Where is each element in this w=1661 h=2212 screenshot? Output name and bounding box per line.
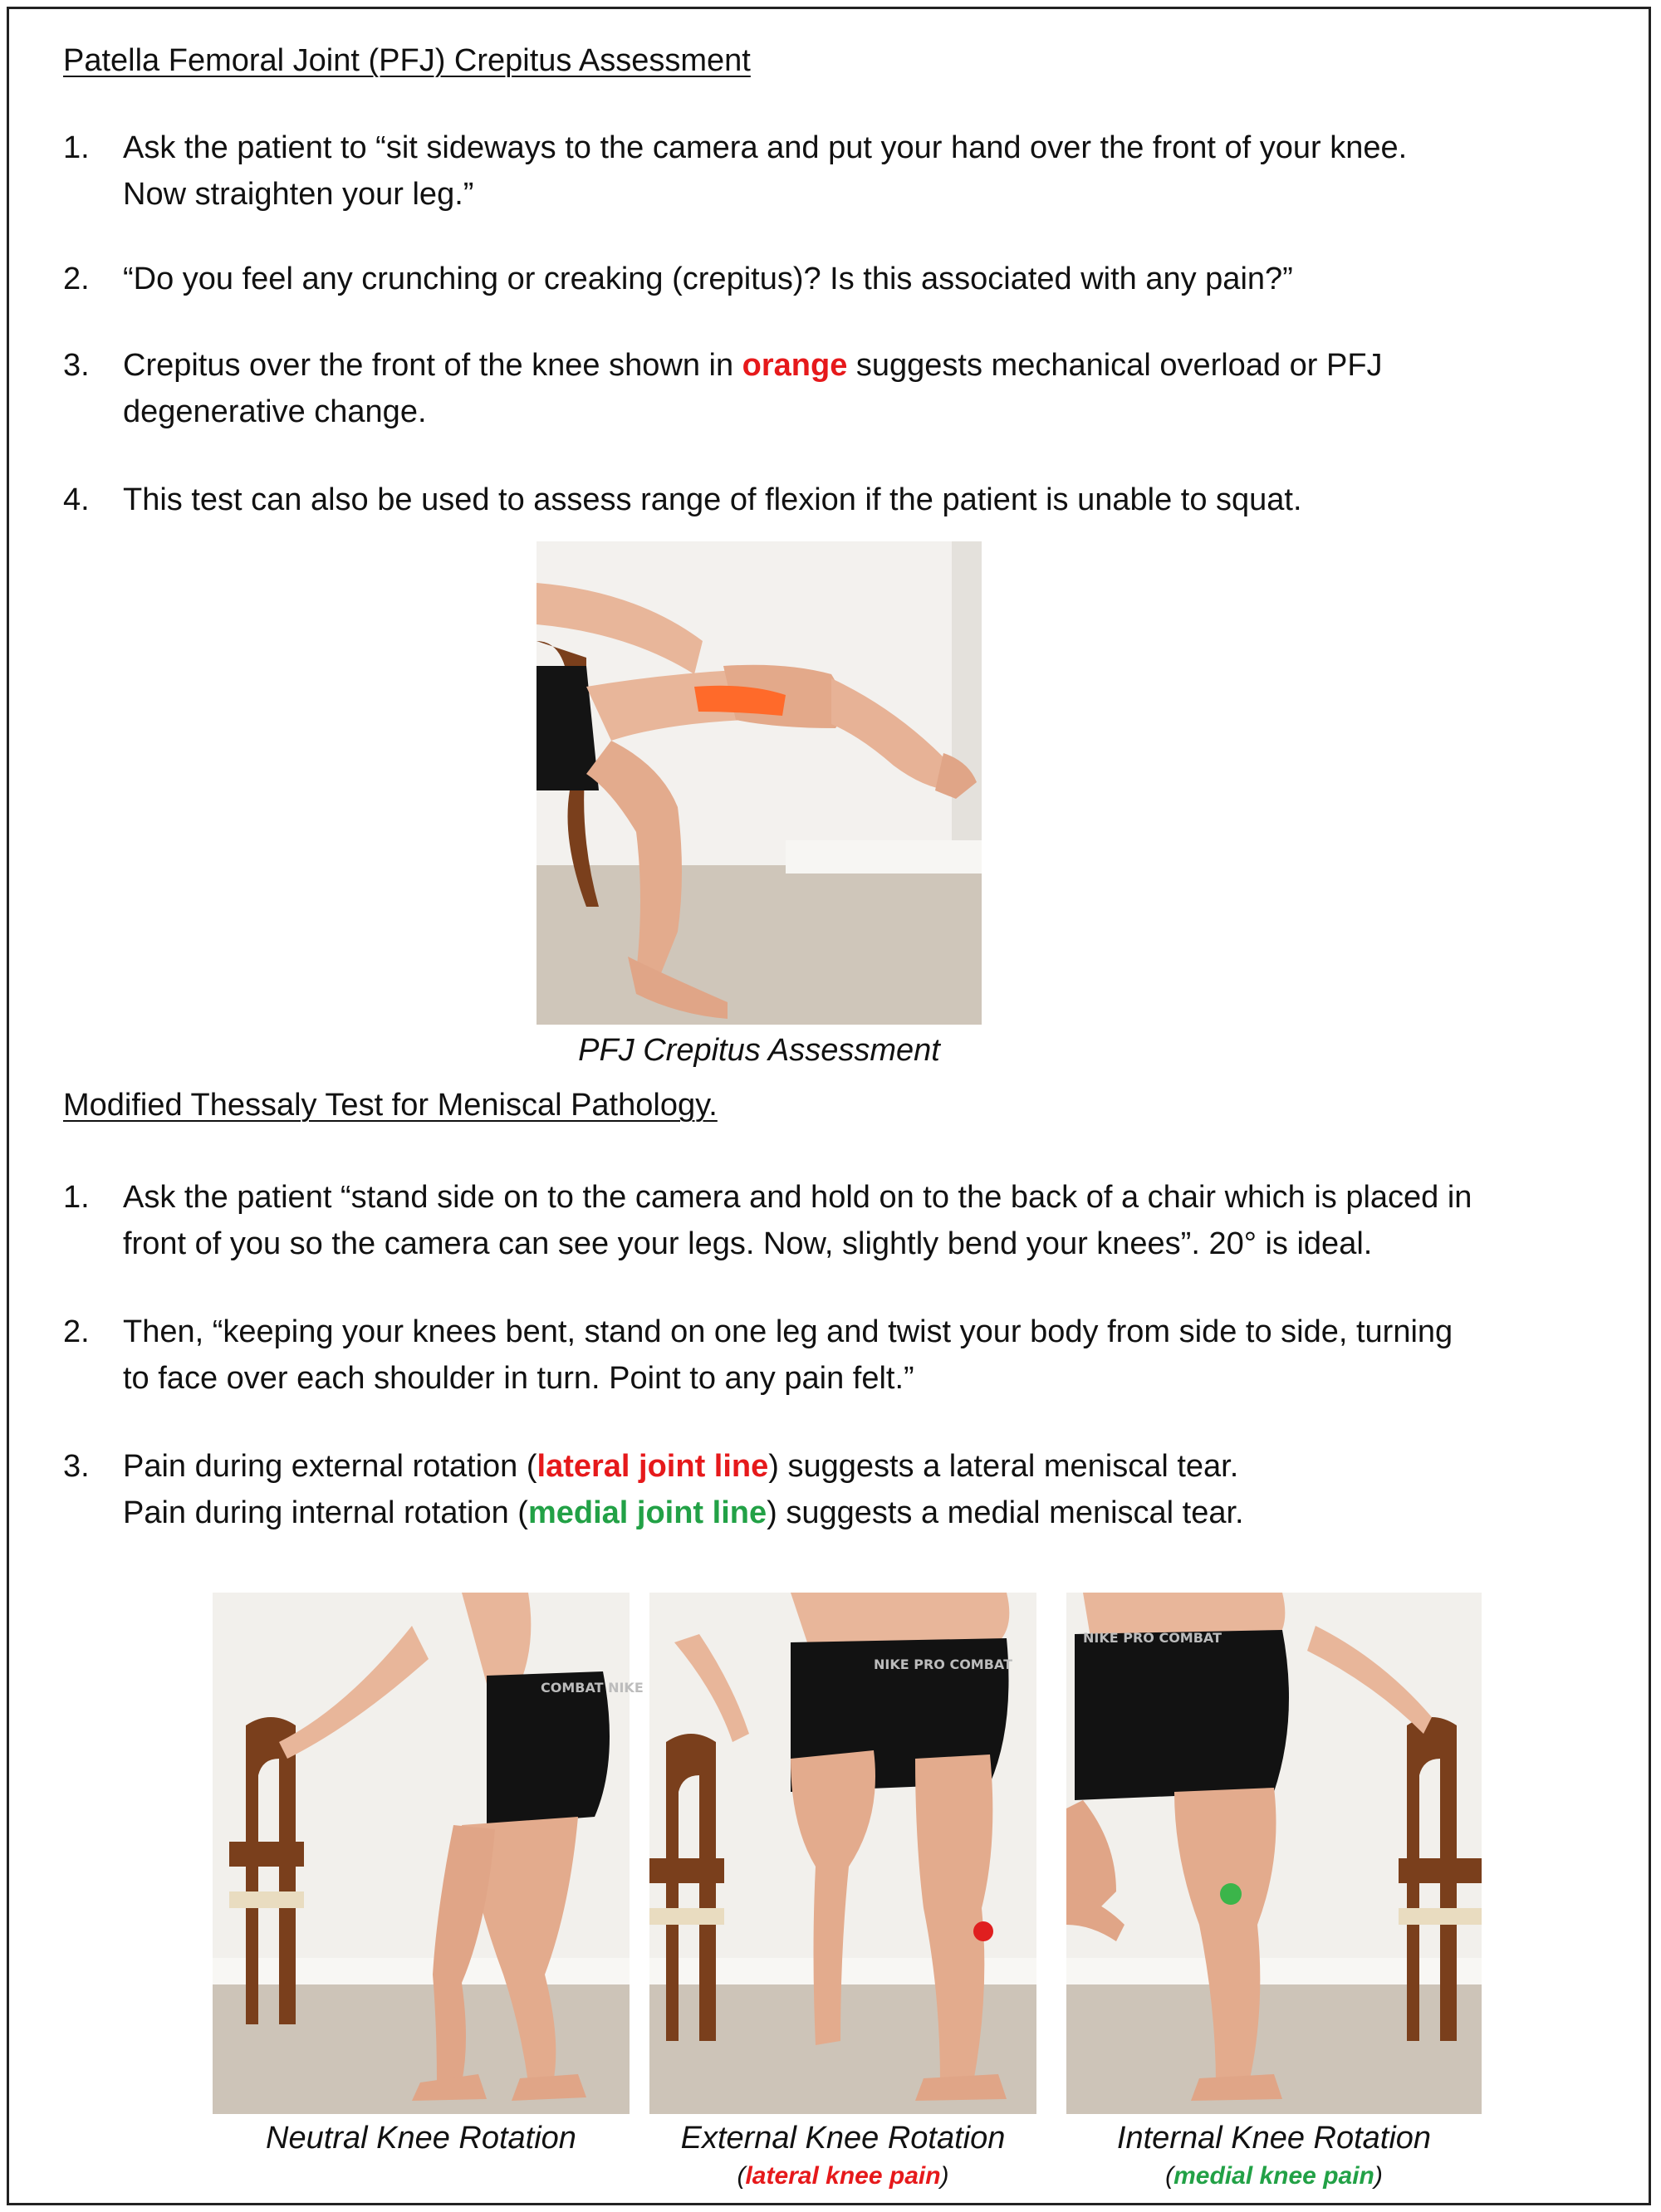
step-text: Crepitus over the front of the knee shown in (123, 348, 742, 383)
paren: ( (737, 2162, 746, 2190)
orange-highlight: orange (742, 348, 848, 383)
medial-highlight: medial joint line (527, 1495, 767, 1530)
step-text: This test can also be used to assess range of flexion if the patient is unable to squat. (123, 482, 1302, 517)
step-number: 1. (63, 1180, 90, 1215)
lateral-highlight: lateral joint line (537, 1449, 769, 1484)
pfj-photo (537, 541, 982, 1025)
medial-pain-label: medial knee pain (1173, 2162, 1374, 2190)
step-text: ) suggests a lateral meniscal tear. (768, 1449, 1239, 1484)
step-text: Ask the patient to “sit sideways to the camera and put your hand over the front of your knee. (123, 130, 1408, 165)
internal-caption: Internal Knee Rotation (1116, 2121, 1432, 2156)
step-text: ) suggests a medial meniscal tear. (767, 1495, 1244, 1530)
step-text: Pain during internal rotation ( (123, 1495, 528, 1530)
step-text: Now straighten your leg.” (123, 177, 474, 212)
step-text: degenerative change. (123, 394, 427, 429)
paren: ( (1165, 2162, 1174, 2190)
shorts-brand-text: NIKE PRO COMBAT (1083, 1630, 1222, 1646)
step-text: suggests mechanical overload or PFJ (847, 348, 1383, 383)
shorts-brand-text: COMBAT NIKE (541, 1680, 644, 1696)
paren: ) (1374, 2162, 1383, 2190)
external-subcaption (649, 2162, 1036, 2190)
section2-heading: Modified Thessaly Test for Meniscal Pathology. (63, 1088, 718, 1123)
external-caption: External Knee Rotation (680, 2121, 1006, 2156)
lateral-pain-label: lateral knee pain (745, 2162, 941, 2190)
s2-step-2 (63, 1309, 1583, 1402)
section1-heading: Patella Femoral Joint (PFJ) Crepitus Assessment (63, 43, 751, 78)
s2-step-3 (63, 1443, 1583, 1536)
step-text: front of you so the camera can see your legs. Now, slightly bend your knees”. 20° is ideal. (123, 1226, 1373, 1261)
s1-step-3 (63, 342, 1583, 435)
step-text: Pain during external rotation ( (123, 1449, 537, 1484)
s1-step-2 (63, 256, 1583, 302)
internal-subcaption (1066, 2162, 1482, 2190)
shorts-brand-text: NIKE PRO COMBAT (874, 1657, 1012, 1672)
step-text: Then, “keeping your knees bent, stand on one leg and twist your body from side to side, turning (123, 1314, 1453, 1349)
s1-step-4 (63, 477, 1583, 523)
s2-step-1 (63, 1174, 1583, 1267)
external-rotation-photo (649, 1593, 1036, 2114)
step-number: 2. (63, 262, 90, 296)
step-number: 1. (63, 130, 90, 165)
step-number: 2. (63, 1314, 90, 1349)
neutral-caption: Neutral Knee Rotation (266, 2121, 576, 2156)
internal-rotation-photo (1066, 1593, 1482, 2114)
step-number: 3. (63, 1449, 90, 1484)
step-text: “Do you feel any crunching or creaking (crepitus)? Is this associated with any pain?” (123, 262, 1293, 296)
step-number: 3. (63, 348, 90, 383)
pfj-caption: PFJ Crepitus Assessment (578, 1033, 940, 1068)
step-text: to face over each shoulder in turn. Point to any pain felt.” (123, 1361, 914, 1396)
step-text: Ask the patient “stand side on to the camera and hold on to the back of a chair which is placed in (123, 1180, 1472, 1215)
step-number: 4. (63, 482, 90, 517)
s1-step-1 (63, 125, 1583, 218)
neutral-photo (213, 1593, 644, 2114)
paren: ) (940, 2162, 949, 2190)
